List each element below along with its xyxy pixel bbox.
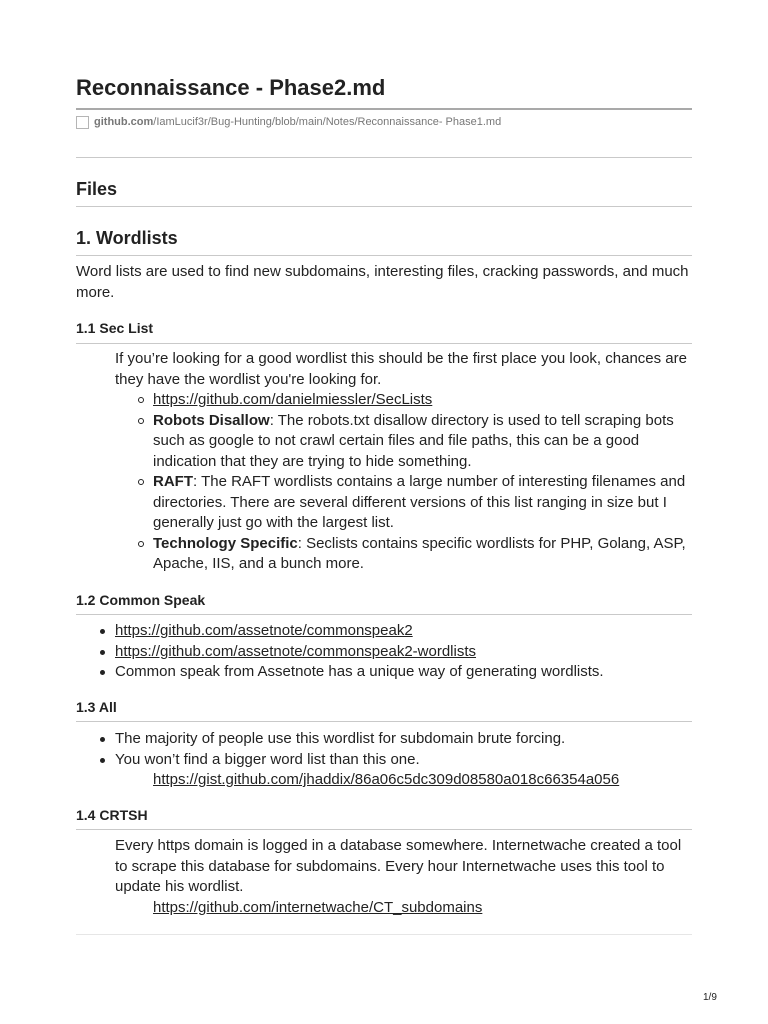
item-term: RAFT <box>153 473 193 490</box>
list-item <box>115 621 692 642</box>
subsection-heading-crtsh: 1.4 CRTSH <box>76 807 148 823</box>
subsection-divider <box>76 829 692 830</box>
source-divider <box>76 157 692 158</box>
section-heading-wordlists: 1. Wordlists <box>76 228 178 248</box>
all-list <box>115 729 692 770</box>
list-item <box>115 662 692 683</box>
item-term: Robots Disallow <box>153 411 270 429</box>
subsection-divider <box>76 721 692 722</box>
item-text: You won’t find a bigger word list than this one. <box>115 750 420 768</box>
bottom-divider <box>76 934 692 935</box>
crtsh-text: Every https domain is logged in a database somewhere. Internetwache created a tool to scrape this database for subdomains. Every hour Internetwache uses this tool to update his wordlist. <box>115 837 682 895</box>
item-description: : The robots.txt disallow directory is used to tell scraping bots such as google to not crawl certain files and file paths, this can be a good indication that they are trying to hide something. <box>153 411 674 470</box>
item-text: The majority of people use this wordlist for subdomain brute forcing. <box>115 730 566 747</box>
subsection-heading-commonspeak: 1.2 Common Speak <box>76 592 206 608</box>
subsection-divider <box>76 614 692 615</box>
item-description: : The RAFT wordlists contains a large number of interesting filenames and directories. There are several different versions of this list ranging in size but I generally just go with the largest list. <box>153 473 686 531</box>
list-item <box>153 411 693 473</box>
commonspeak-list <box>115 621 692 683</box>
jhaddix-gist-link[interactable]: https://gist.github.com/jhaddix/86a06c5dc309d08580a018c66354a056 <box>153 771 620 788</box>
list-item <box>153 390 693 411</box>
item-term: Technology Specific <box>153 534 298 552</box>
commonspeak2-link[interactable]: https://github.com/assetnote/commonspeak2 <box>115 622 413 639</box>
commonspeak2-wordlists-link[interactable]: https://github.com/assetnote/commonspeak2-wordlists <box>115 642 477 660</box>
list-item <box>153 534 693 575</box>
subsection-heading-all: 1.3 All <box>76 699 117 715</box>
seclist-list <box>153 390 693 575</box>
favicon-icon <box>76 116 89 129</box>
section-divider <box>76 255 692 256</box>
seclists-link[interactable]: https://github.com/danielmiessler/SecLists <box>153 391 433 408</box>
source-line <box>76 115 501 129</box>
list-item <box>115 729 692 750</box>
subsection-heading-seclist: 1.1 Sec List <box>76 320 154 336</box>
item-text: Common speak from Assetnote has a unique way of generating wordlists. <box>115 663 604 680</box>
source-path: /IamLucif3r/Bug-Hunting/blob/main/Notes/Reconnaissance- Phase1.md <box>153 116 502 128</box>
title-divider <box>76 108 692 110</box>
item-description: : Seclists contains specific wordlists for PHP, Golang, ASP, Apache, IIS, and a bunch more. <box>153 534 686 572</box>
section-divider <box>76 206 692 207</box>
list-item <box>115 642 692 663</box>
section-heading-files: Files <box>76 179 118 199</box>
list-item <box>153 472 693 534</box>
page-number: 1/9 <box>703 992 717 1003</box>
source-domain: github.com <box>94 116 154 128</box>
ct-subdomains-link[interactable]: https://github.com/internetwache/CT_subdomains <box>153 899 483 916</box>
list-item <box>115 750 692 771</box>
subsection-divider <box>76 343 692 344</box>
page-title: Reconnaissance - Phase2.md <box>76 75 386 100</box>
wordlists-intro: Word lists are used to find new subdomains, interesting files, cracking passwords, and much more. <box>76 263 689 301</box>
seclist-intro: If you’re looking for a good wordlist this should be the first place you look, chances are they have the wordlist you're looking for. <box>115 350 687 388</box>
